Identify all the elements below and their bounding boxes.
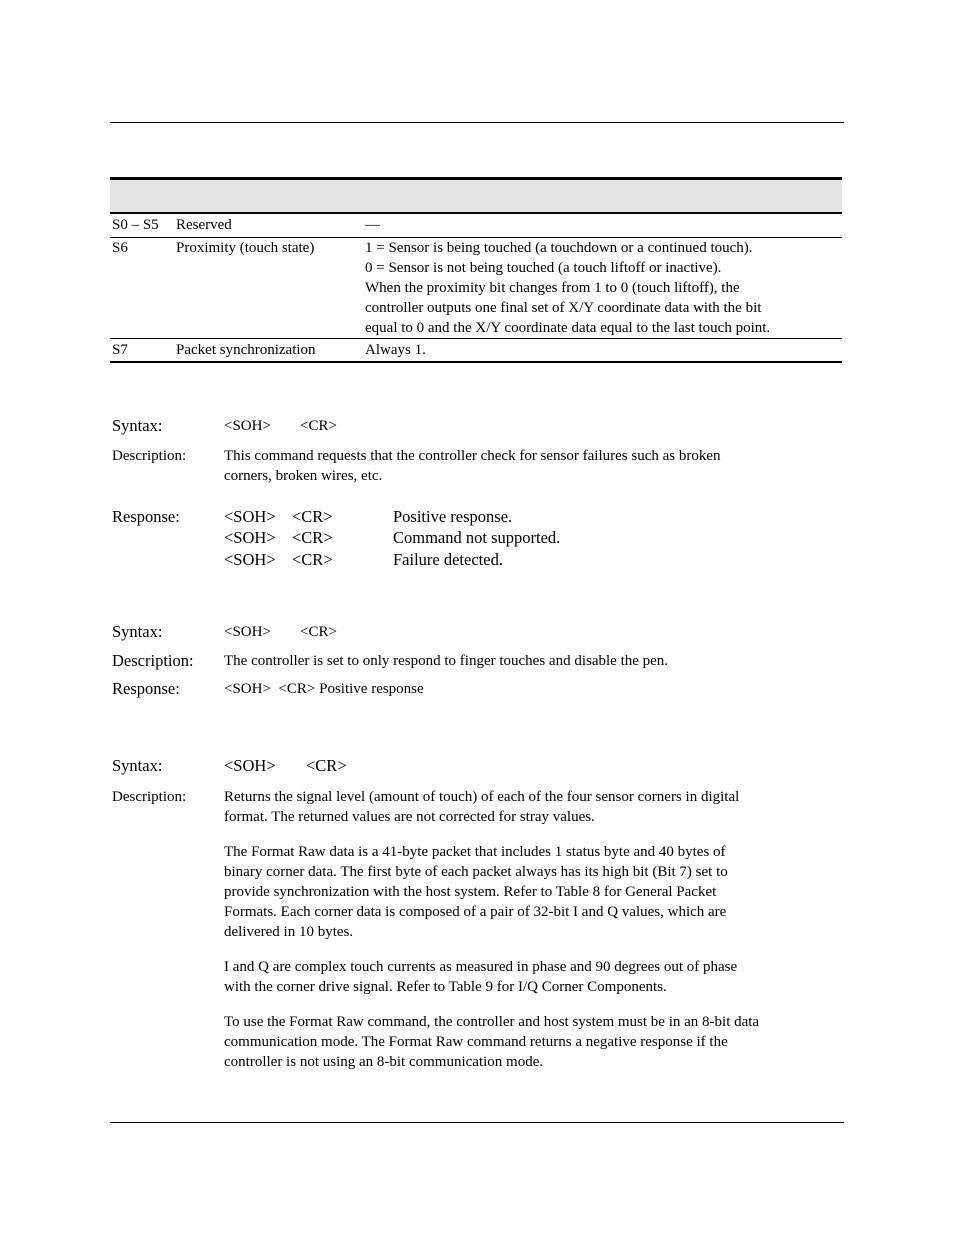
table-row [110, 214, 842, 238]
description-paragraph: The Format Raw data is a 41-byte packet that includes 1 status byte and 40 bytes of binary corner data. The first byte of each packet always has its high bit (Bit 7) set to provide synchronization with the host system. Refer to Table 8 for General Packet Formats. Each corner data is composed of a pair of 32-bit I and Q values, which are delivered in 10 bytes. [224, 844, 728, 940]
response-text: Positive response. [393, 507, 513, 526]
syntax-label: Syntax: [112, 416, 163, 435]
syntax-soh: <SOH> [224, 624, 271, 640]
name-cell: Proximity (touch state) [176, 240, 315, 256]
response-text: Failure detected. [393, 550, 503, 569]
description-text: This command requests that the controller check for sensor failures such as broken corners, broken wires, etc. [224, 448, 721, 484]
description-cell: 1 = Sensor is being touched (a touchdown or a continued touch). 0 = Sensor is not being touched (a touch liftoff or inactive). When the proximity bit changes from 1 to 0 (touch liftoff), the controller outputs one final set of X/Y coordinate data with the bit equal to 0 and the X/Y coordinate data equal to the last touch point. [365, 240, 771, 336]
bit-cell: S6 [112, 240, 128, 256]
response-cr: <CR> [292, 507, 333, 526]
response-text: Command not supported. [393, 528, 561, 547]
name-cell: Reserved [176, 217, 232, 233]
description-cell: Always 1. [365, 342, 426, 358]
description-cell: — [365, 217, 380, 233]
bit-cell: S0 – S5 [112, 217, 159, 233]
table-row [110, 339, 842, 363]
syntax-cr: <CR> [300, 418, 337, 434]
response-cr: <CR> [292, 528, 333, 547]
syntax-label: Syntax: [112, 756, 163, 775]
syntax-label: Syntax: [112, 622, 163, 641]
response-label: Response: [112, 507, 180, 526]
syntax-soh: <SOH> [224, 756, 276, 775]
description-label: Description: [112, 651, 194, 670]
description-paragraph: Returns the signal level (amount of touch) of each of the four sensor corners in digital format. The returned values are not corrected for stray values. [224, 789, 740, 825]
response-soh: <SOH> [224, 528, 276, 547]
description-label: Description: [112, 789, 187, 805]
response-cr: <CR> [292, 550, 333, 569]
syntax-cr: <CR> [306, 756, 347, 775]
description-paragraph: I and Q are complex touch currents as measured in phase and 90 degrees out of phase with the corner drive signal. Refer to Table 9 for I/Q Corner Components. [224, 959, 738, 995]
syntax-soh: <SOH> [224, 418, 271, 434]
response-label: Response: [112, 679, 180, 698]
name-cell: Packet synchronization [176, 342, 316, 358]
bit-cell: S7 [112, 342, 128, 358]
response-text: <SOH> <CR> Positive response [224, 681, 424, 697]
table-row [110, 238, 842, 339]
status-bit-table [110, 177, 842, 363]
description-paragraph: To use the Format Raw command, the controller and host system must be in an 8-bit data communication mode. The Format Raw command returns a negative response if the controller is not using an 8-bit communication mode. [224, 1014, 760, 1070]
description-text: The controller is set to only respond to finger touches and disable the pen. [224, 653, 669, 669]
header-rule [110, 122, 844, 123]
response-soh: <SOH> [224, 507, 276, 526]
footer-rule [110, 1122, 844, 1123]
syntax-cr: <CR> [300, 624, 337, 640]
description-label: Description: [112, 448, 187, 464]
response-soh: <SOH> [224, 550, 276, 569]
table-header-band [110, 177, 842, 214]
